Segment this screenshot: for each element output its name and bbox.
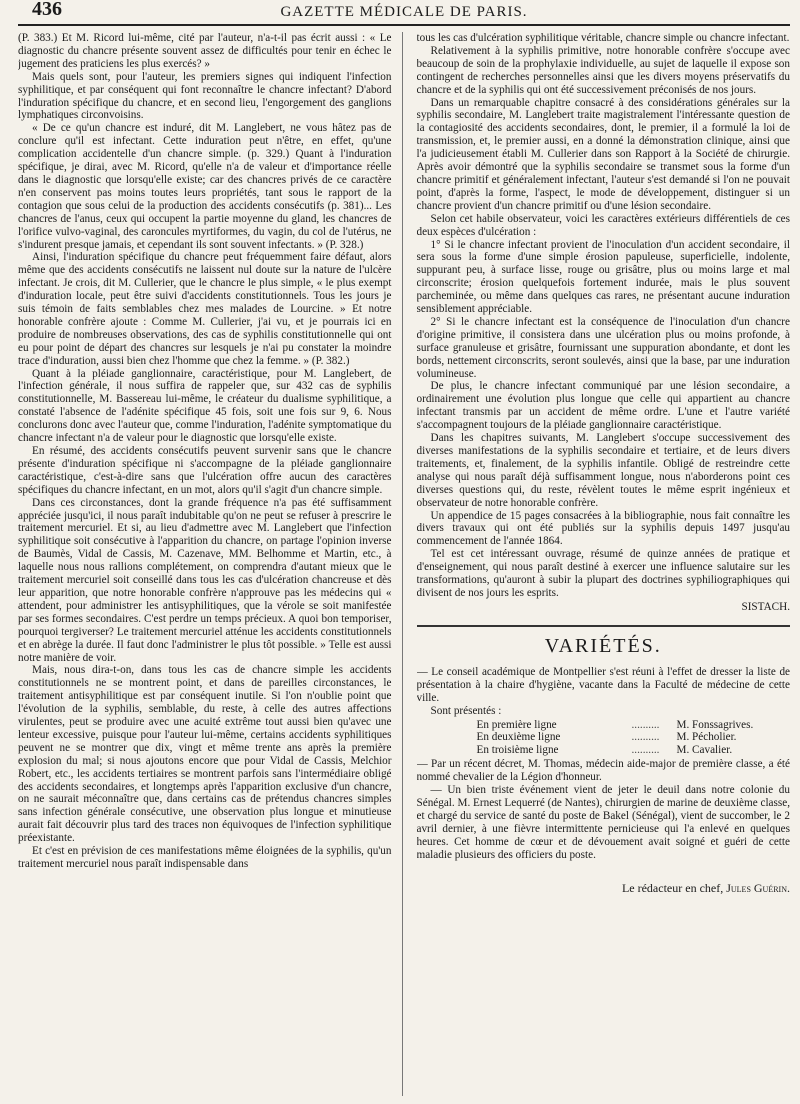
page-number: 436 [32, 0, 62, 20]
decree-paragraph: — Par un récent décret, M. Thomas, médecin aide-major de première classe, a été nommé chevalier de la Légion d'honneur. [416, 758, 790, 784]
obituary-paragraph: — Un bien triste événement vient de jeter le deuil dans notre colonie du Sénégal. M. Ernest Lequerré (de Nantes), chirurgien de marine de deuxième classe, et chargé du service de santé du poste de Bakel (Sénégal), vient de succomber, le 2 avril dernier, à une fièvre intermittente pernicieuse qui l'a enlevé en quelques heures. Cet homme de cœur et de dévouement avait soigné et guéri de cette maladie plusieurs des officiers du poste. [416, 784, 790, 861]
article-paragraph: (P. 383.) Et M. Ricord lui-même, cité par l'auteur, n'a-t-il pas écrit aussi : « Le diagnostic du chancre présente souvent assez de difficultés pour tenir en échec le jugement des praticiens les plus exercés? » [18, 32, 392, 70]
presented-label: Sont présentés : [430, 704, 502, 717]
article-paragraph: Dans un remarquable chapitre consacré à des considérations générales sur la syphilis secondaire, M. Langlebert traite magistralement l'intéressante question de la contagiosité des accidents secondaires, dont, le premier, il a formulé la loi de transmission, et, le premier aussi, en a donné la démonstration clinique, ainsi que l'a judicieusement établi M. Cullerier dans son Rapport à la Société de chirurgie. Après avoir démontré que la syphilis secondaire se transmet sous la forme d'un chancre primitif et généralement infectant, l'auteur s'est demandé si l'on ne pouvait point, d'après la forme, l'aspect, le mode de développement, distinguer si un chancre provient d'un chancre primitif ou d'une lésion secondaire. [416, 96, 790, 212]
article-paragraph: Mais, nous dira-t-on, dans tous les cas de chancre simple les accidents constitutionnels ne se montrent point, et dans de pareilles circonstances, le traitement antisyphilitique est par conséquent inutile. Si l'on n'oublie point que l'évolution de la syphilis, semblable, du reste, à celle des autres affections virulentes, peut se produire avec une acuité extrême tout aussi bien qu'avec une lenteur excessive, puisque pour l'auteur lui-même, certains accidents syphilitiques peuvent ne se montrer que dix, vingt et même trente ans après la première explosion du mal; si nous ajoutons encore que pour Vidal de Cassis, Melchior Robert, etc., les accidents tertiaires se montrent parfois sans l'intermédiaire obligé des accidents secondaires, et longtemps après l'apparition exclusive d'un chancre, on ne saurait méconnaître que, dans certains cas de prétendus chancres simples sans infection générale consécutive, une observation plus longue et minutieuse aurait fait découvrir plus tard des traces non équivoques de l'infection syphilitique préexistante. [18, 664, 392, 845]
article-paragraph: tous les cas d'ulcération syphilitique véritable, chancre simple ou chancre infectant. [416, 32, 790, 44]
leader-dots: .......... [631, 731, 660, 744]
running-title: GAZETTE MÉDICALE DE PARIS. [280, 4, 528, 20]
section-divider [417, 625, 791, 627]
candidate-rank: En première ligne [476, 718, 557, 731]
editor-signature [417, 881, 791, 896]
article-paragraph: Quant à la pléiade ganglionnaire, caractéristique, pour M. Langlebert, de l'infection générale, il nous suffira de rappeler que, sur 432 cas de syphilis constitutionnelle, M. Bassereau lui-même, le créateur du dualisme syphilitique, a constaté l'absence de l'adénite spécifique 45 fois, soit une fois sur 9, 6. Nous conclurons donc avec l'auteur que, comme l'induration, l'adénite symptomatique du chancre infectant n'a de valeur pour le diagnostic que lorsqu'elle existe. [18, 367, 392, 445]
article-paragraph: « De ce qu'un chancre est induré, dit M. Langlebert, ne vous hâtez pas de conclure qu'il est infectant. Cette induration peut n'être, en effet, qu'une complication accidentelle d'un chancre simple. (p. 329.) Quant à l'induration spécifique, je dirai, avec M. Ricord, qu'elle n'a de valeur et d'importance réelle dans le diagnostic que lorsqu'elle existe; car des chancres privés de ce caractère n'en conservent pas moins toutes leurs propriétés, tant sous le rapport de la contagion que sous celui de la production des accidents consécutifs (p. 381)... Les chancres de l'anus, ceux qui occupent la partie moyenne du gland, les chancres de l'orifice vulvo-vaginal, des caroncules myrtiformes, du vagin, du col de l'utérus, ne s'indurent presque jamais, et cependant ils sont souvent infectants. » (P. 328.) [18, 122, 392, 251]
leader-dots: .......... [631, 718, 660, 731]
page-header [18, 0, 790, 26]
candidate-row [477, 719, 791, 732]
candidate-rank: En troisième ligne [476, 744, 559, 757]
columns [18, 32, 790, 1096]
candidate-list [477, 719, 791, 758]
editor-name: Jules Guérin. [726, 881, 790, 896]
candidate-row [477, 731, 791, 744]
right-column [417, 32, 791, 1096]
varietes-intro: — Le conseil académique de Montpellier s'est réuni à l'effet de dresser la liste de présentation à la chaire d'hygiène, vacante dans la Faculté de médecine de cette ville. [416, 665, 790, 704]
article-paragraph: De plus, le chancre infectant communiqué par une lésion secondaire, a ordinairement une évolution plus longue que celle qui appartient au chancre infectant transmis par un accident de même ordre. L'une et l'autre variété s'accompagnent toujours de la pléiade ganglionnaire caractéristique. [416, 380, 790, 432]
candidate-rank: En deuxième ligne [476, 731, 561, 744]
candidate-name: M. Pécholier. [676, 731, 737, 744]
varietes-title: VARIÉTÉS. [544, 634, 662, 657]
article-paragraph: Ainsi, l'induration spécifique du chancre peut fréquemment faire défaut, alors même que des accidents consécutifs ne laissent nul doute sur la nature de l'ulcère infectant. Je crois, dit M. Cullerier, que le chancre le plus simple, « le plus exempt d'induration locale, peut être suivi d'accidents constitutionnels. Tous les jours je suis témoin de faits semblables chez mes malades de Lourcine. » Et notre honorable confrère ajoute : Comme M. Cullerier, j'ai vu, et je pourrais ici en produire de nombreuses observations, des cas de syphilis constitutionnelle qui ont eu pour point de départ des chancres sur lesquels je n'ai pu constater la moindre trace d'induration, aussi bien chez l'homme que chez la femme. » (P. 382.) [18, 251, 392, 367]
article-paragraph: Selon cet habile observateur, voici les caractères extérieurs différentiels de ces deux espèces d'ulcération : [416, 212, 790, 238]
leader-dots: .......... [631, 744, 660, 757]
article-paragraph: Et c'est en prévision de ces manifestations même éloignées de la syphilis, qu'un traitement mercuriel nous paraît indispensable dans [18, 845, 392, 870]
left-column [18, 32, 403, 1096]
article-paragraph: 1° Si le chancre infectant provient de l'inoculation d'un accident secondaire, il sera sous la forme d'une simple érosion papuleuse, superficielle, indolente, suppurant peu, à surface lisse, rouge ou grisâtre, plus ou moins large et mal circonscrite; érosion quelquefois fortement indurée, mais le plus souvent parcheminée, ou même dans quelques cas rares, ne présentant aucune induration sensiblement appréciable. [416, 238, 790, 316]
editor-label: Le rédacteur en chef, [621, 881, 724, 896]
article-paragraph: En résumé, des accidents consécutifs peuvent survenir sans que le chancre présente d'induration spécifique ni s'accompagne de la pléiade ganglionnaire caractéristique, c'est-à-dire sans que l'ulcération offre aucun des caractères spécifiques du chancre infectant, en un mot, alors qu'il s'agit d'un chancre simple. [18, 445, 392, 496]
candidate-name: M. Fonssagrives. [676, 718, 754, 731]
article-paragraph: Relativement à la syphilis primitive, notre honorable confrère s'occupe avec beaucoup de soin de la prophylaxie individuelle, au sujet de laquelle il expose son contingent de recherches personnelles ainsi que les divers moyens préservatifs du chancre et de la syphilis qui ont été successivement préconisés de nos jours. [416, 44, 790, 96]
article-signature: SISTACH. [741, 600, 790, 613]
article-paragraph: Un appendice de 15 pages consacrées à la bibliographie, nous fait connaître les divers travaux qui ont été publiés sur la syphilis depuis 1497 jusqu'au commencement de l'année 1864. [416, 509, 790, 548]
candidate-row [477, 744, 791, 757]
article-paragraph: Dans ces circonstances, dont la grande fréquence n'a pas été suffisamment appréciée jusqu'ici, il nous paraît indubitable qu'on ne peut se refuser à prescrire le traitement mercuriel. Et si, au lieu d'admettre avec M. Langlebert que l'infection syphilitique soit consécutive à l'apparition du chancre, on partage l'opinion inverse de Baumès, Vidal de Cassis, M. Cazenave, MM. Belhomme et Martin, etc., à laquelle nous nous rallions complétement, on comprendra d'autant mieux que le traitement mercuriel soit conseillé dans tous les cas d'ulcération chancreuse et dès leur apparition, que notre honorable confrère n'approuve pas les médecins qui « attendent, pour administrer les antisyphilitiques, que la vérole se soit manifestée par ses formes secondaires. C'est perdre un temps précieux. A quoi bon temporiser, pourquoi tergiverser? Le traitement mercuriel atténue les accidents constitutionnels et en abrège la durée. Il faut donc l'administrer le plus tôt possible. » Telle est aussi notre manière de voir. [18, 496, 392, 664]
article-paragraph: Tel est cet intéressant ouvrage, résumé de quinze années de pratique et d'enseignement, qui nous paraît destiné à exercer une influence salutaire sur les transformations, qu'auront à subir la plupart des doctrines syphiliographiques qui divisent de nos jours les esprits. [416, 548, 790, 599]
candidate-name: M. Cavalier. [676, 744, 733, 757]
article-paragraph: Mais quels sont, pour l'auteur, les premiers signes qui indiquent l'infection syphilitique, et par conséquent qui font reconnaître le chancre infectant? D'abord l'induration spécifique du chancre, et en second lieu, l'engorgement des ganglions lymphatiques circonvoisins. [18, 70, 392, 122]
article-paragraph: 2° Si le chancre infectant est la conséquence de l'inoculation d'un chancre d'origine primitive, il consistera dans une ulcération plus ou moins profonde, à surface granuleuse et grisâtre, fournissant une suppuration abondante, et dont les bords, nettement circonscrits, seront soulevés, ainsi que la base, par une induration volumineuse. [416, 315, 790, 380]
article-paragraph: Dans les chapitres suivants, M. Langlebert s'occupe successivement des diverses manifestations de la syphilis secondaire et tertiaire, et de leurs divers traitements, et, finalement, de la syphilis infantile. Obligé de restreindre cette analyse qui nous paraît déjà suffisamment longue, nous n'aborderons point ces diverses questions qui, du reste, révèlent toutes le même esprit ingénieux et observateur de notre honorable confrère. [416, 432, 790, 509]
